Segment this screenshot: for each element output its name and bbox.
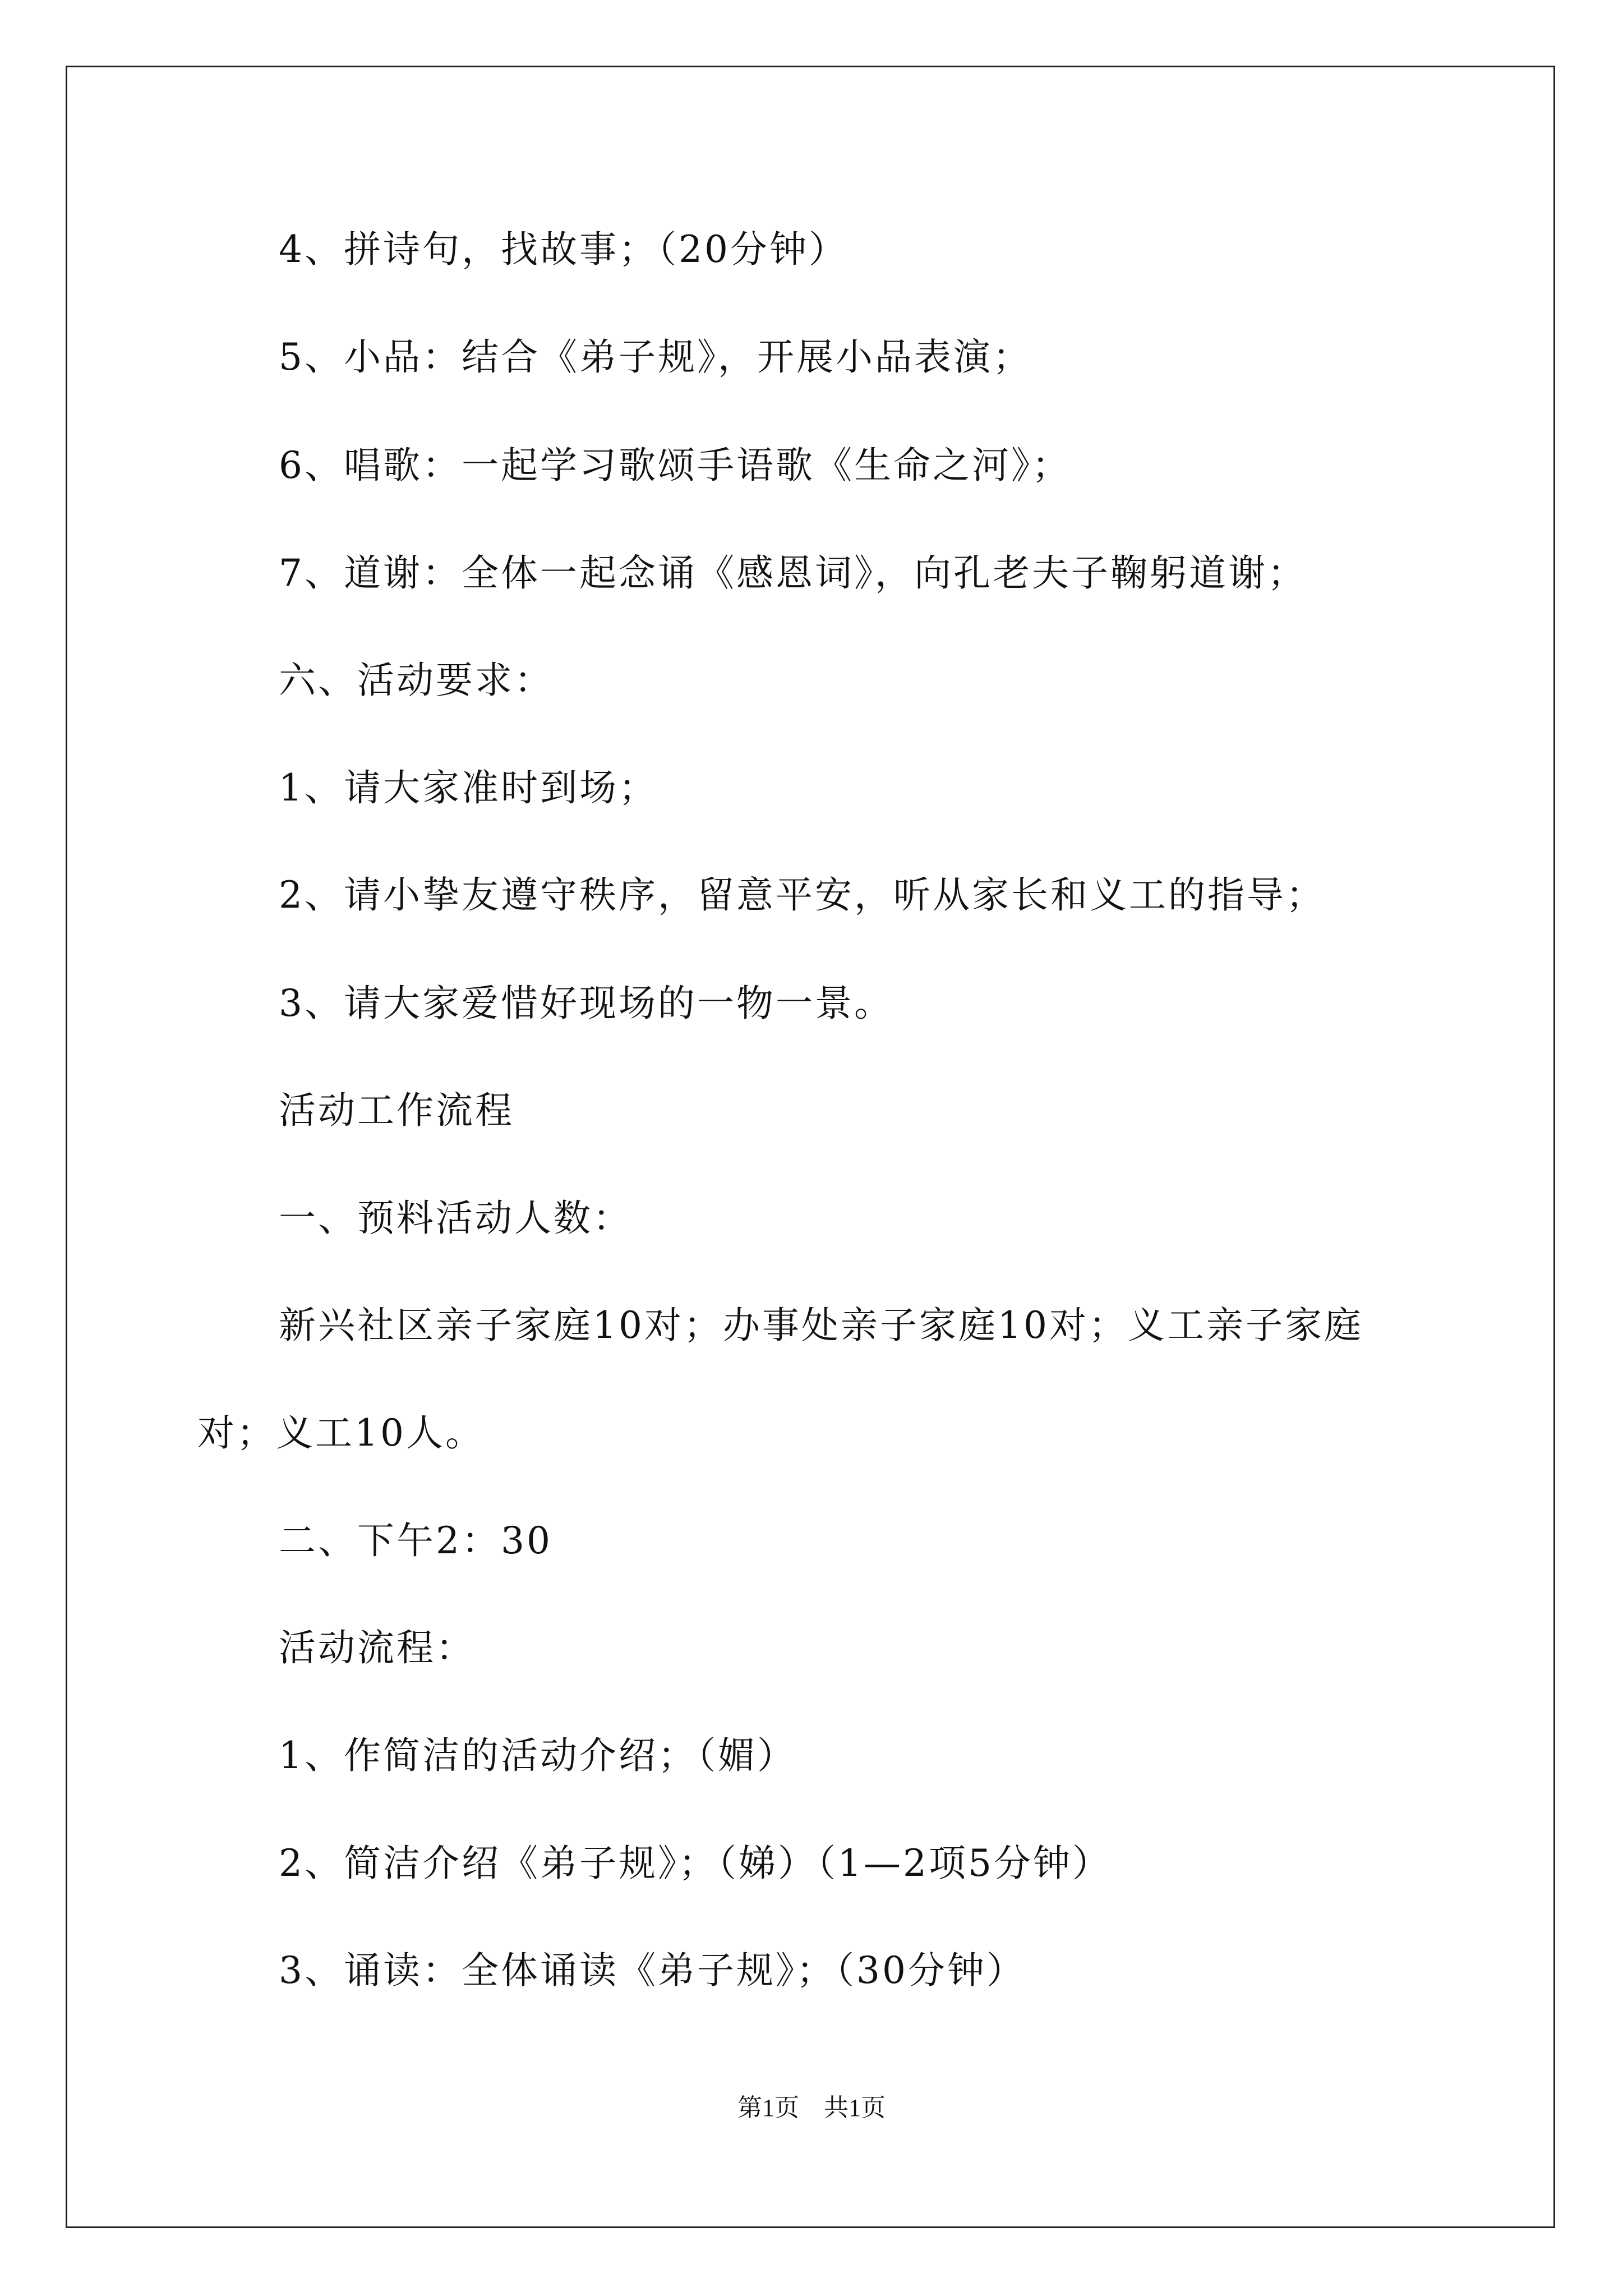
section-heading-process: 活动流程：: [279, 1626, 475, 1669]
body-line-2: 5、小品：结合《弟子规》，开展小品表演；: [279, 335, 1032, 379]
body-line-8: 3、请大家爱惜好现场的一物一景。: [279, 982, 893, 1025]
page-footer: 第1页 共1页: [737, 2094, 886, 2122]
section-heading-workflow: 活动工作流程: [279, 1089, 514, 1132]
body-line-3: 6、唱歌：一起学习歌颂手语歌《生命之河》；: [279, 444, 1071, 487]
body-line-1: 4、拼诗句，找故事；（20分钟）: [279, 228, 848, 271]
section-heading-expected-count: 一、预料活动人数：: [279, 1197, 632, 1240]
body-line-7: 2、请小挚友遵守秩序，留意平安，听从家长和义工的指导；: [279, 873, 1325, 917]
body-line-15: 1、作简洁的活动介绍；（媚）: [279, 1734, 796, 1777]
body-line-6: 1、请大家准时到场；: [279, 766, 658, 809]
body-line-4: 7、道谢：全体一起念诵《感恩词》，向孔老夫子鞠躬道谢；: [279, 551, 1307, 595]
body-line-11: 新兴社区亲子家庭10对；办事处亲子家庭10对；义工亲子家庭: [279, 1304, 1363, 1347]
body-line-12: 对；义工10人。: [197, 1411, 485, 1455]
page-border: [66, 66, 1555, 2228]
body-line-17: 3、诵读：全体诵读《弟子规》；（30分钟）: [279, 1949, 1026, 1992]
section-heading-time: 二、下午2：30: [279, 1519, 552, 1562]
body-line-16: 2、简洁介绍《弟子规》；（娣）（1—2项5分钟）: [279, 1842, 1112, 1885]
section-heading-requirements: 六、活动要求：: [279, 659, 554, 702]
